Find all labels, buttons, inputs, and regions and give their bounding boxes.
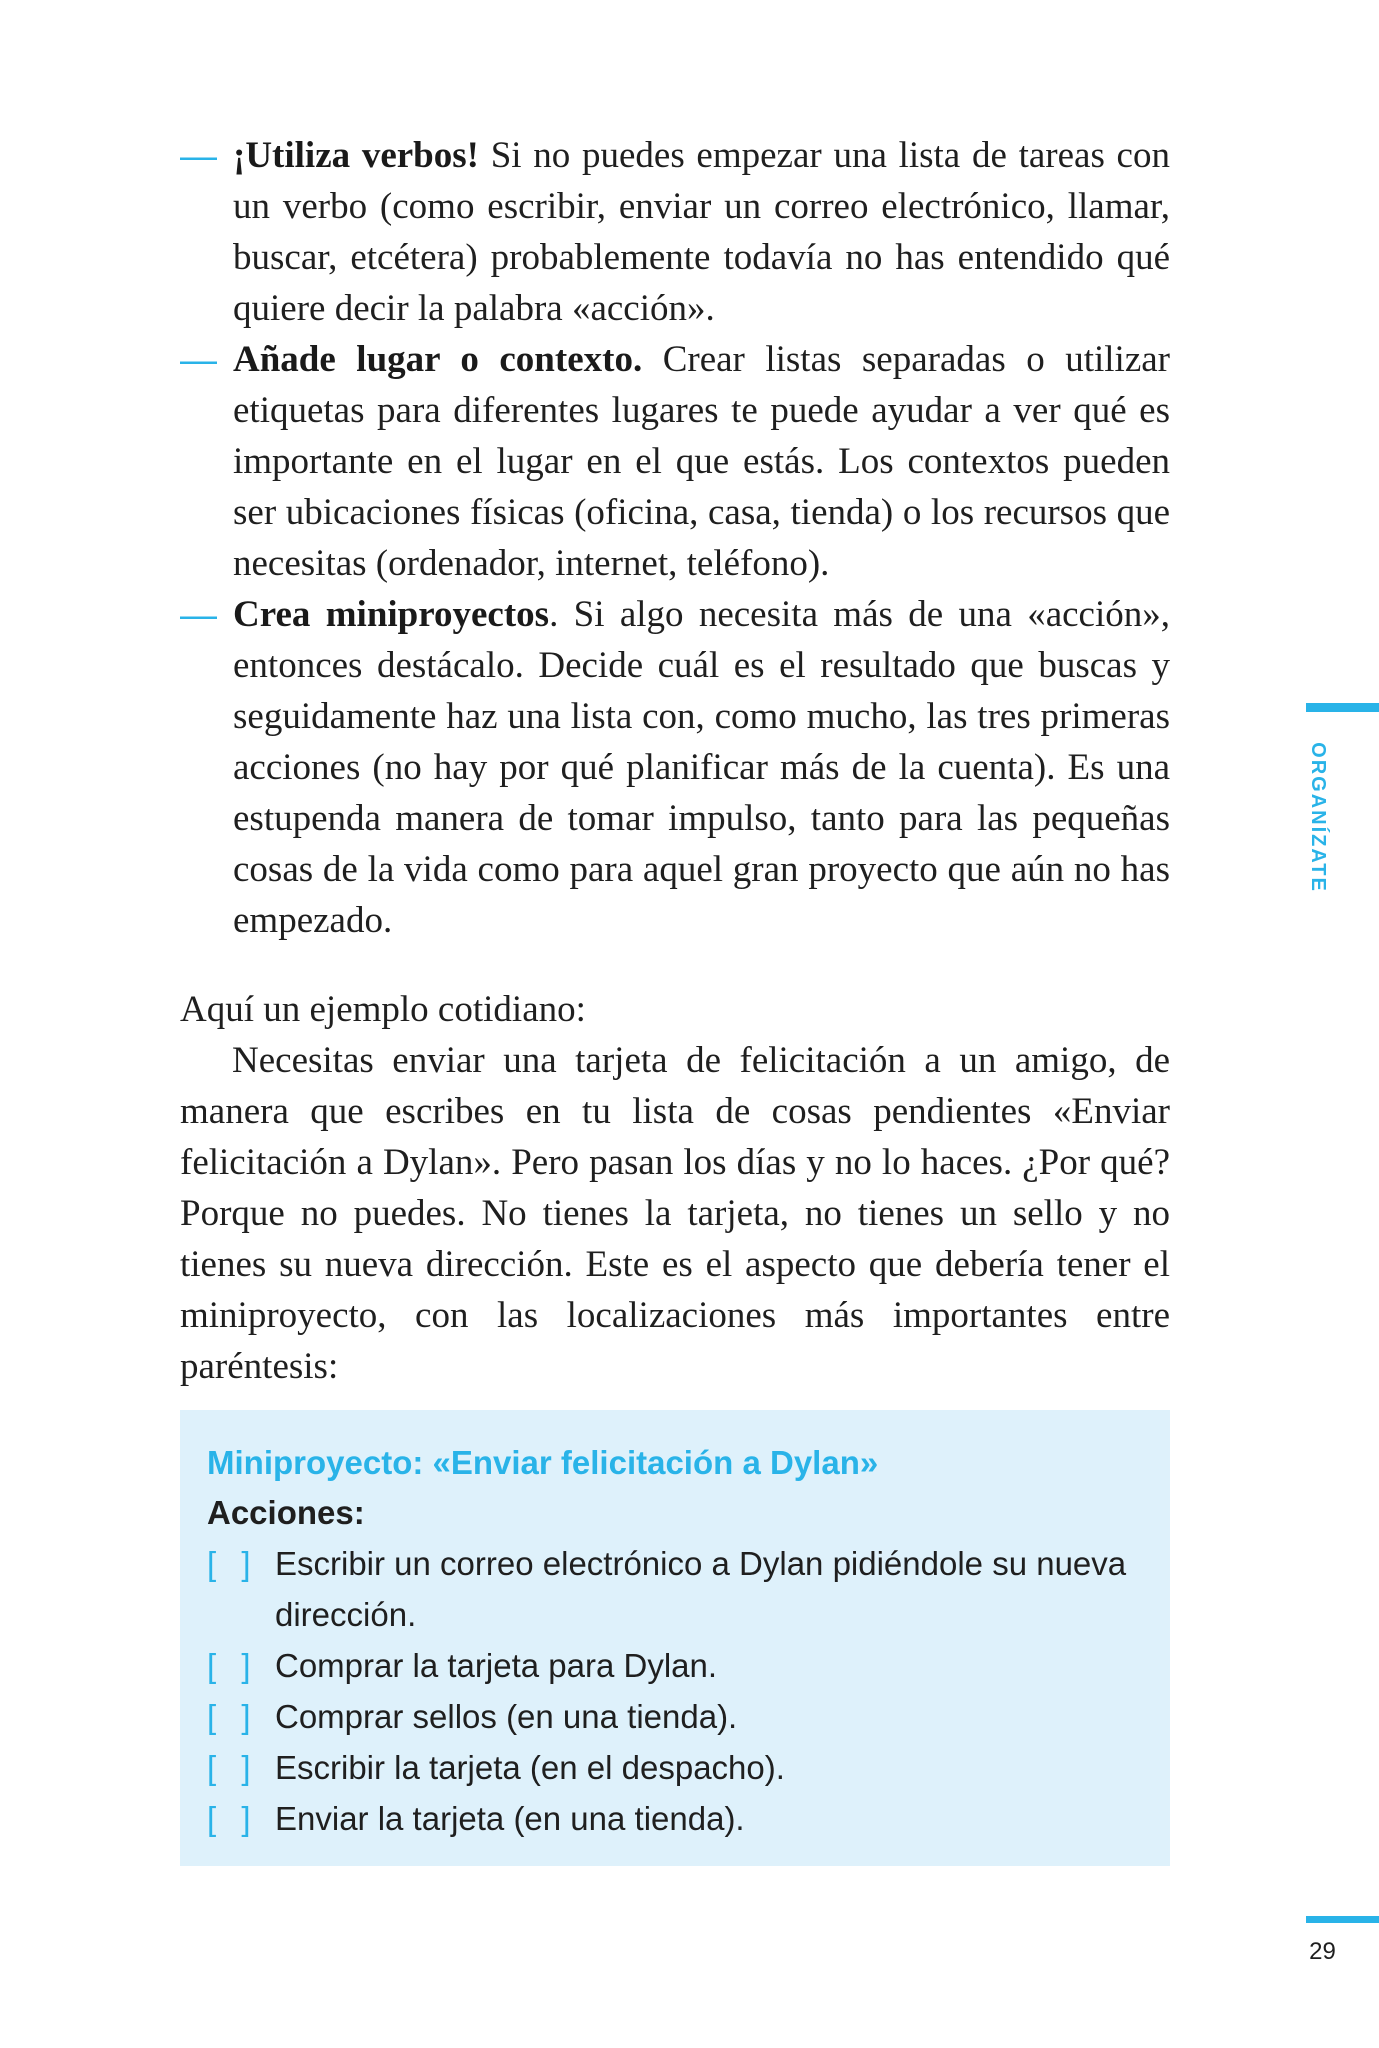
action-item [207, 1691, 1147, 1742]
action-item [207, 1640, 1147, 1691]
bullet-text [233, 334, 1170, 589]
intro-line: Aquí un ejemplo cotidiano: [180, 989, 586, 1030]
bullet-heading: ¡Utiliza verbos! [233, 135, 479, 176]
checkbox-icon: [ ] [207, 1545, 259, 1582]
bullet-heading: Añade lugar o contexto. [233, 339, 643, 380]
checkbox-icon: [ ] [207, 1698, 259, 1735]
bullet-item [180, 130, 1170, 334]
page-number: 29 [1309, 1938, 1336, 1965]
bullet-body: . Si algo necesita más de una «acción», entonces destácalo. Decide cuál es el resultado que buscas y seguidamente haz una lista con, como mucho, las tres primeras acciones (no hay por qué planificar más de la cuenta). Es una estupenda manera de tomar impulso, tanto para las pequeñas cosas de la vida como para aquel gran proyecto que aún no has empezado. [233, 594, 1170, 941]
action-label: Comprar sellos (en una tienda). [275, 1698, 738, 1735]
section-tab-bar [1306, 703, 1379, 712]
bullet-text [233, 589, 1170, 946]
dash-marker: — [180, 339, 217, 380]
miniproject-title: Miniproyecto: «Enviar felicitación a Dylan» [207, 1444, 879, 1481]
checkbox-icon: [ ] [207, 1749, 259, 1786]
bullet-body: Crear listas separadas o utilizar etiquetas para diferentes lugares te puede ayudar a ver qué es importante en el lugar en el que estás. Los contextos pueden ser ubicaciones físicas (oficina, casa, tienda) o los recursos que necesitas (ordenador, internet, teléfono). [233, 339, 1170, 584]
bullet-item [180, 589, 1170, 946]
action-item [207, 1793, 1147, 1844]
action-item [207, 1538, 1147, 1640]
body-text [180, 984, 1170, 1392]
checkbox-icon: [ ] [207, 1800, 259, 1837]
bullet-body: Si no puedes empezar una lista de tareas con un verbo (como escribir, enviar un correo electrónico, llamar, buscar, etcétera) probablemente todavía no has entendido qué quiere decir la palabra «acción». [233, 135, 1170, 329]
dash-marker: — [180, 594, 217, 635]
checkbox-icon: [ ] [207, 1647, 259, 1684]
action-label: Comprar la tarjeta para Dylan. [275, 1647, 718, 1684]
dash-marker: — [180, 135, 217, 176]
bullet-text [233, 130, 1170, 334]
bullet-item [180, 334, 1170, 589]
miniproject-content [207, 1438, 1147, 1844]
action-label: Escribir un correo electrónico a Dylan pidiéndole su nueva dirección. [275, 1545, 1127, 1633]
action-item [207, 1742, 1147, 1793]
section-label [1297, 735, 1337, 900]
actions-heading: Acciones: [207, 1494, 365, 1531]
action-label: Escribir la tarjeta (en el despacho). [275, 1749, 785, 1786]
body-paragraph: Necesitas enviar una tarjeta de felicitación a un amigo, de manera que escribes en tu lista de cosas pendientes «Enviar felicitación a Dylan». Pero pasan los días y no lo haces. ¿Por qué? Porque no puedes. No tienes la tarjeta, no tienes un sello y no tienes su nueva dirección. Este es el aspecto que debería tener el miniproyecto, con las localizaciones más importantes entre paréntesis: [180, 1040, 1170, 1387]
bullet-heading: Crea miniproyectos [233, 594, 550, 635]
action-label: Enviar la tarjeta (en una tienda). [275, 1800, 745, 1837]
bullet-list [180, 130, 1170, 946]
page-number-bar [1306, 1916, 1379, 1923]
section-label-text: ORGANÍZATE [1306, 742, 1329, 893]
miniproject-box [180, 1410, 1170, 1866]
